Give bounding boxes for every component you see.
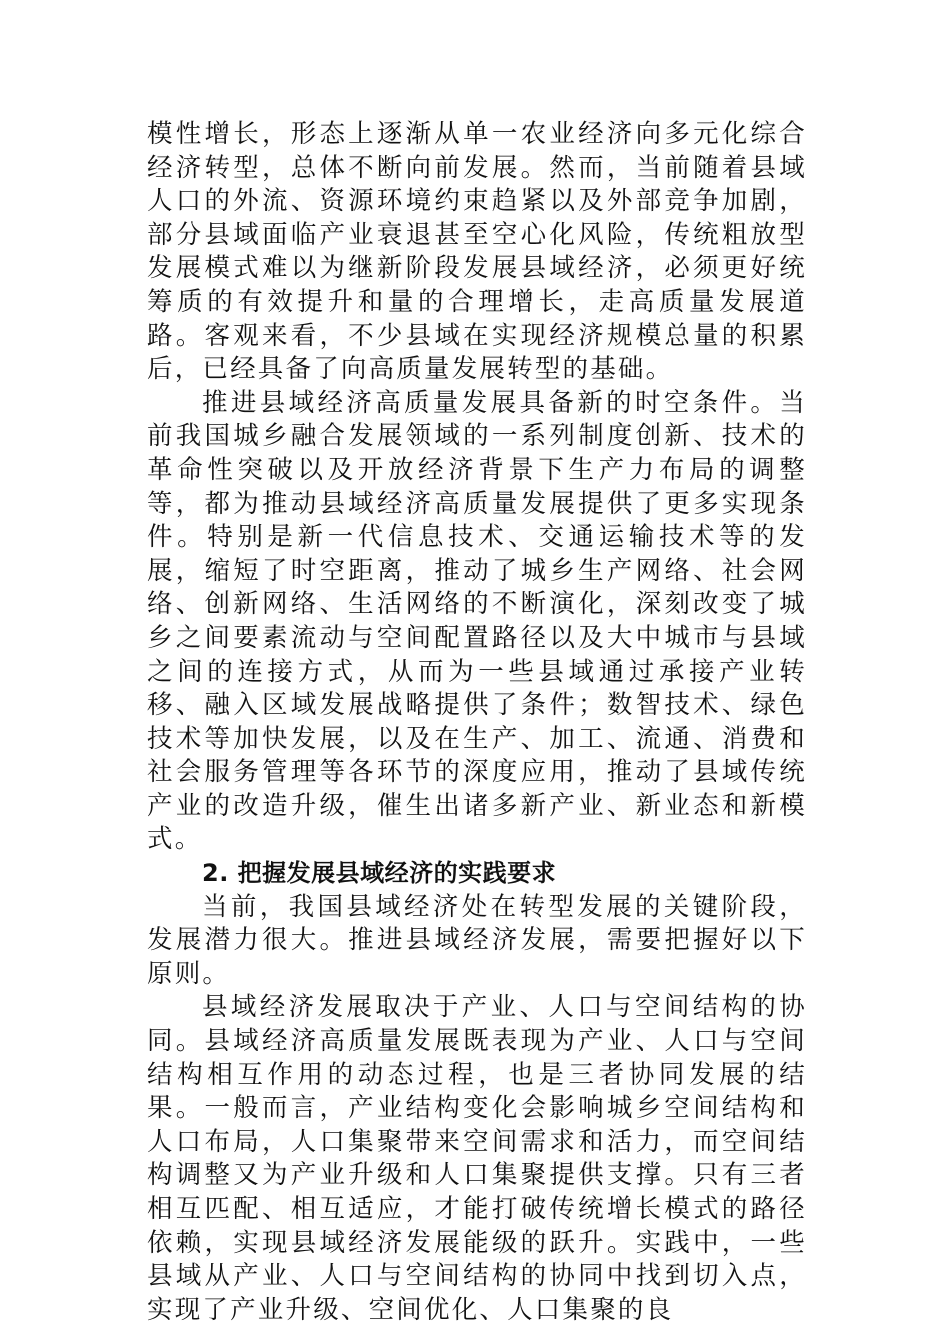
section-heading: 2. 把握发展县域经济的实践要求 [202, 859, 557, 888]
paragraph-spatiotemporal-conditions: 推进县域经济高质量发展具备新的时空条件。当前我国城乡融合发展领域的一系列制度创新、技术的革命性突破以及开放经济背景下生产力布局的调整等，都为推动县域经济高质量发展提供了更多实现条件。特别是新一代信息技术、交通运输技术等的发展，缩短了时空距离，推动了城乡生产网络、社会网络、创新网络、生活网络的不断演化，深刻改变了城乡之间要素流动与空间配置路径以及大中城市与县域之间的连接方式，从而为一些县域通过承接产业转移、融入区域发展战略提供了条件；数智技术、绿色技术等加快发展，以及在生产、加工、流通、消费和社会服务管理等各环节的深度应用，推动了县域传统产业的改造升级，催生出诸多新产业、新业态和新模式。 [147, 387, 807, 855]
paragraph-principles-intro: 当前，我国县域经济处在转型发展的关键阶段，发展潜力很大。推进县域经济发展，需要把握好以下原则。 [147, 891, 807, 989]
paragraph-continuation: 模性增长，形态上逐渐从单一农业经济向多元化综合经济转型，总体不断向前发展。然而，当前随着县域人口的外流、资源环境约束趋紧以及外部竞争加剧，部分县域面临产业衰退甚至空心化风险，传统粗放型发展模式难以为继新阶段发展县域经济，必须更好统筹质的有效提升和量的合理增长，走高质量发展道路。客观来看，不少县域在实现经济规模总量的积累后，已经具备了向高质量发展转型的基础。 [147, 119, 807, 385]
document-body [147, 118, 807, 1327]
paragraph-industry-population-space: 县域经济发展取决于产业、人口与空间结构的协同。县域经济高质量发展既表现为产业、人口与空间结构相互作用的动态过程，也是三者协同发展的结果。一般而言，产业结构变化会影响城乡空间结构和人口布局，人口集聚带来空间需求和活力，而空间结构调整又为产业升级和人口集聚提供支撑。只有三者相互匹配、相互适应，才能打破传统增长模式的路径依赖，实现县域经济发展能级的跃升。实践中，一些县域从产业、人口与空间结构的协同中找到切入点，实现了产业升级、空间优化、人口集聚的良 [147, 992, 807, 1325]
